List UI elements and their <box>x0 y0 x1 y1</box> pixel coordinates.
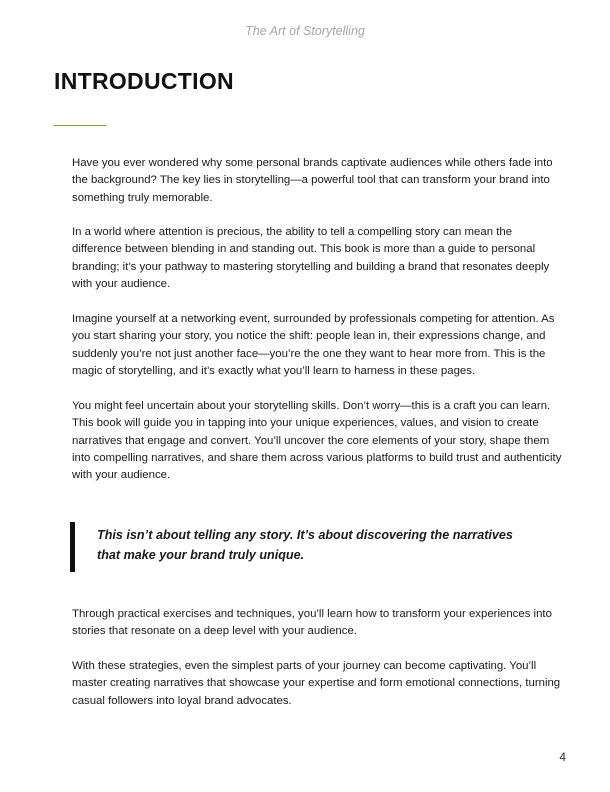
paragraph-3: Imagine yourself at a networking event, surrounded by professionals competing for attention. As you start sharing your story, you notice the shift: people lean in, their expressions change, and suddenly you’re not just another face—you’re the one they want to hear more from. This is the magic of storytelling, and it’s exactly what you’ll learn to harness in these pages. <box>72 313 555 377</box>
paragraph-4: You might feel uncertain about your storytelling skills. Don’t worry—this is a craft you can learn. This book will guide you in tapping into your unique experiences, values, and vision to create narratives that engage and convert. You’ll uncover the core elements of your story, shape them into compelling narratives, and share them across various platforms to build trust and authenticity with your audience. <box>72 400 562 482</box>
paragraph-2: In a world where attention is precious, the ability to tell a compelling story can mean the difference between blending in and standing out. This book is more than a guide to personal branding; it’s your pathway to mastering storytelling and building a brand that resonates deeply with your audience. <box>72 226 550 290</box>
paragraph-5: Through practical exercises and techniques, you’ll learn how to transform your experiences into stories that resonate on a deep level with your audience. <box>72 608 552 638</box>
paragraph-6: With these strategies, even the simplest parts of your journey can become captivating. You’ll master creating narratives that showcase your expertise and form emotional connections, turning casual followers into loyal brand advocates. <box>72 660 561 707</box>
pull-quote <box>70 522 540 572</box>
chapter-title: INTRODUCTION <box>54 68 234 94</box>
running-header: The Art of Storytelling <box>245 24 365 38</box>
title-accent-rule <box>54 125 106 126</box>
page-number: 4 <box>559 750 566 764</box>
paragraph-1: Have you ever wondered why some personal brands captivate audiences while others fade into the background? The key lies in storytelling—a powerful tool that can transform your brand into something truly memorable. <box>72 157 553 204</box>
pull-quote-text: This isn’t about telling any story. It’s about discovering the narratives that make your brand truly unique. <box>97 528 513 562</box>
